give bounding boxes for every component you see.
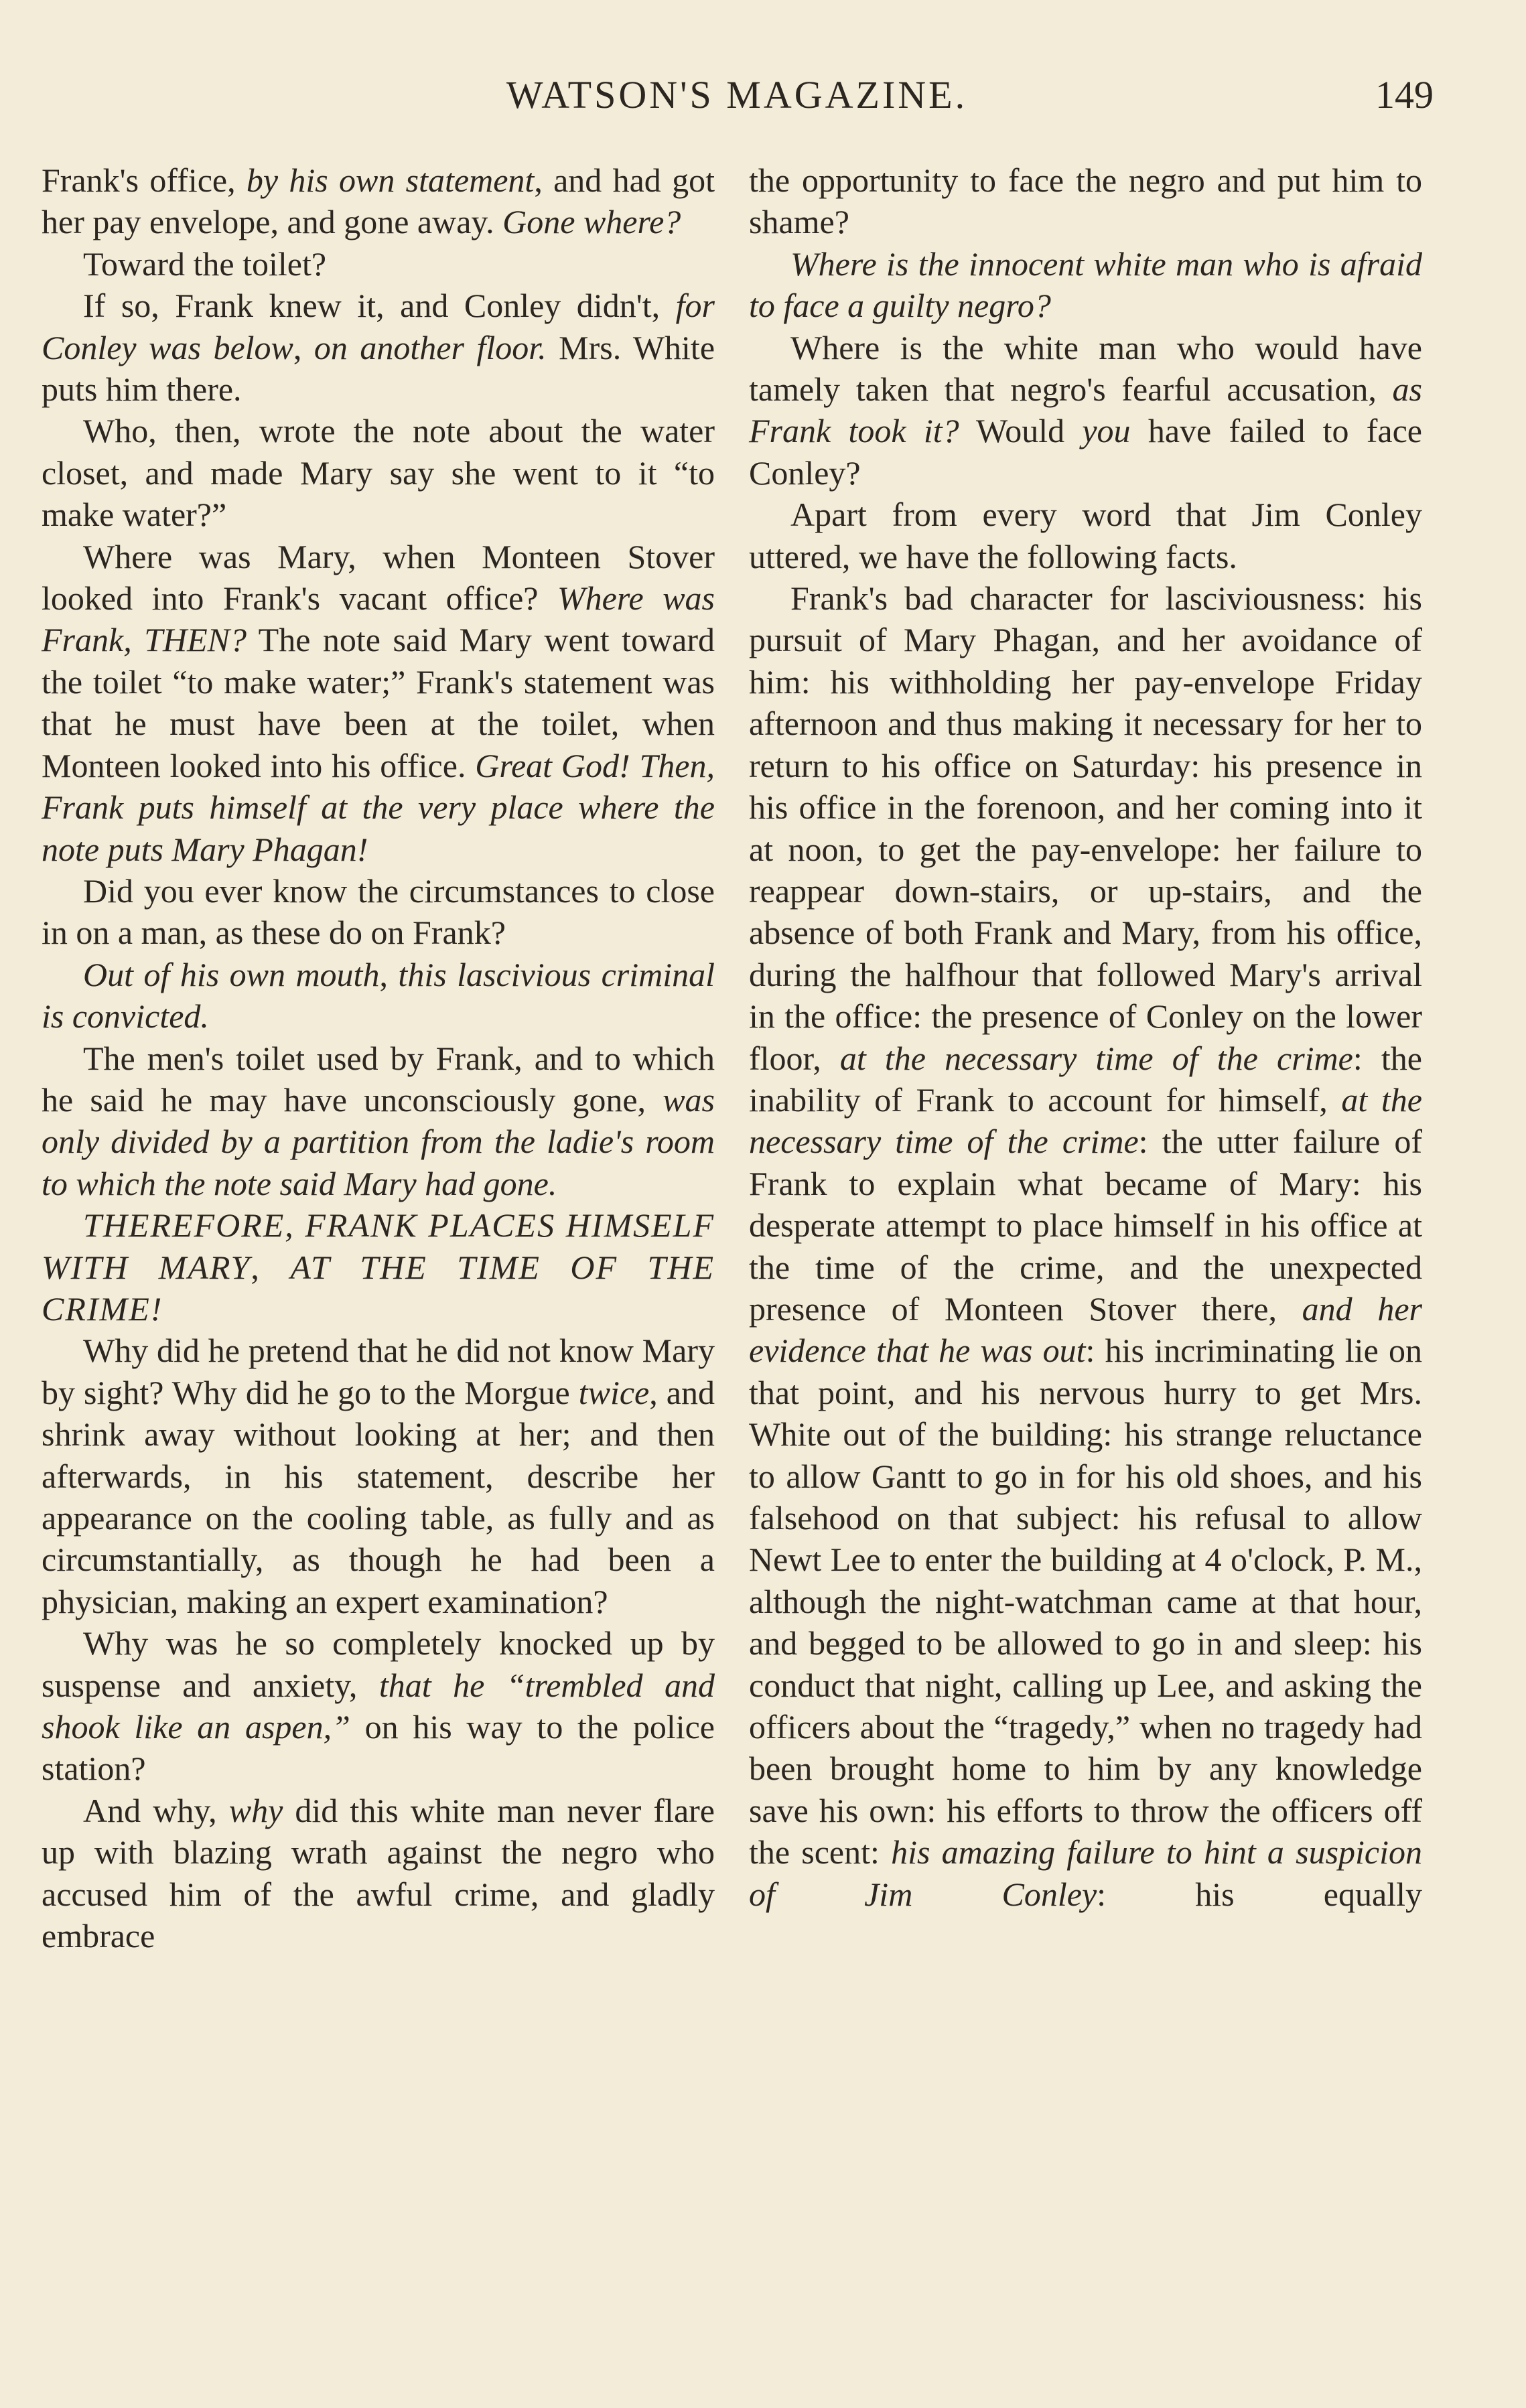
paragraph: Did you ever know the circumstances to close in on a man, as these do on Frank? bbox=[42, 871, 715, 952]
text-run: Frank's bad character for lasciviousness: his pursuit of Mary Phagan, and her avoidance of him: his withholding her pay-envelope Friday afternoon and thus making it necessary for her to return to his office on Saturday: his presence in his office in the forenoon, and her coming into it at noon, to get the pay-envelope: her failure to reappear down-stairs, or up-stairs, and the absence of both Frank and Mary, from his office, during the halfhour that followed Mary's arrival in the office: the presence of Conley on the lower floor, bbox=[749, 579, 1422, 1077]
italic-run: was only divided by a partition from the ladie's room to which the note said Mary had gone. bbox=[42, 1080, 715, 1202]
italic-run: his amazing failure to hint a suspicion of Jim Conley bbox=[749, 1833, 1422, 1913]
italic-run: twice bbox=[578, 1373, 650, 1411]
page-number: 149 bbox=[1375, 73, 1434, 117]
italic-run: for Conley was below bbox=[42, 287, 715, 366]
italic-run: Where is the innocent white man who is afraid to face a guilty negro? bbox=[749, 244, 1422, 325]
paragraph: Apart from every word that Jim Conley uttered, we have the following facts. bbox=[749, 496, 1422, 575]
italic-run: THEREFORE, FRANK PLACES HIMSELF WITH MARY bbox=[42, 1206, 715, 1286]
italic-run: why bbox=[228, 1791, 283, 1829]
text-run: The note said Mary went toward the toilet “to make water;” Frank's statement was that he must have been at the toilet, when Monteen looked into his office. bbox=[42, 621, 715, 784]
italic-run: by his own statement bbox=[246, 161, 535, 199]
italic-run: that he “trembled and shook like an aspen,” bbox=[42, 1666, 715, 1746]
italic-run: this lascivious criminal is convicted. bbox=[42, 955, 715, 1036]
italic-run: and her evidence that he was out bbox=[749, 1289, 1422, 1370]
left-column bbox=[42, 159, 715, 1957]
paragraph bbox=[42, 536, 715, 870]
text-run: , and had got her pay envelope, and gone away. bbox=[42, 161, 715, 241]
text-run: did this white man never flare up with blazing wrath against the negro who accused him of the awful crime, and gladly embrace bbox=[42, 1791, 715, 1955]
paragraph bbox=[42, 954, 715, 1038]
paragraph bbox=[749, 327, 1422, 494]
italic-run: Where was Frank, THEN? bbox=[42, 579, 715, 659]
paragraph bbox=[42, 159, 715, 243]
text-run: on his way to the police station? bbox=[42, 1708, 715, 1788]
italic-run: Great God! Then, Frank puts himself at the very place where the note puts Mary Phagan! bbox=[42, 746, 715, 868]
italic-run: Gone where? bbox=[502, 203, 681, 241]
text-run: , and shrink away without looking at her; and then afterwards, in his statement, describe her appearance on the cooling table, as fully and as circumstantially, as though he had been a physician, making an expert examination? bbox=[42, 1373, 715, 1620]
paragraph bbox=[42, 1622, 715, 1790]
text-run: , bbox=[251, 1248, 291, 1286]
italic-run: on another floor. bbox=[314, 328, 547, 366]
text-run: And why, bbox=[83, 1791, 229, 1829]
text-run: : the utter failure of Frank to explain what became of Mary: his desperate attempt to place himself in his office at the time of the crime, and the unexpected presence of Monteen Stover there, bbox=[749, 1123, 1422, 1328]
paragraph: the opportunity to face the negro and put him to shame? bbox=[749, 161, 1422, 241]
text-run: Why did he pretend that he did not know Mary by sight? Why did he go to the Morgue bbox=[42, 1332, 715, 1411]
text-run: Frank's office, bbox=[42, 161, 247, 199]
running-title: WATSON'S MAGAZINE. bbox=[506, 73, 968, 117]
paragraph bbox=[42, 1790, 715, 1957]
paragraph bbox=[749, 577, 1422, 1915]
paragraph: Toward the toilet? bbox=[83, 244, 327, 283]
right-column bbox=[749, 159, 1422, 1915]
text-run: : his incriminating lie on that point, and his nervous hurry to get Mrs. White out of the building: his strange reluctance to allow Gantt to go in for his old shoes, and his falsehood on that subject: his refusal to allow Newt Lee to enter the building at 4 o'clock, P. M., although the night-watchman came at that hour, and begged to be allowed to go in and sleep: his conduct that night, calling up Lee, and asking the officers about the “tragedy,” when no tragedy had been brought home to him by any knowledge save his own: his efforts to throw the officers off the scent: bbox=[749, 1332, 1422, 1871]
italic-run: at the necessary time of the crime bbox=[749, 1080, 1422, 1161]
paragraph bbox=[42, 1204, 715, 1330]
italic-run: you bbox=[1082, 412, 1131, 450]
text-run: The men's toilet used by Frank, and to which he said he may have unconsciously gone, bbox=[42, 1039, 715, 1119]
italic-run: at the necessary time of the crime bbox=[839, 1039, 1353, 1077]
text-run: : the inability of Frank to account for himself, bbox=[749, 1039, 1422, 1119]
text-run: Would bbox=[959, 412, 1083, 450]
text-run: , bbox=[293, 328, 314, 366]
paragraph: Who, then, wrote the note about the water closet, and made Mary say she went to it “to make water?” bbox=[42, 412, 715, 534]
text-run: have failed to face Conley? bbox=[749, 412, 1422, 492]
text-run: , bbox=[379, 955, 399, 993]
italic-run: Out of his own mouth bbox=[83, 955, 380, 993]
text-run: Where is the white man who would have tamely taken that negro's fearful accusation, bbox=[749, 328, 1422, 409]
text-run: Where was Mary, when Monteen Stover looked into Frank's vacant office? bbox=[42, 537, 715, 618]
paragraph bbox=[42, 1038, 715, 1205]
page-header bbox=[40, 72, 1434, 119]
paragraph bbox=[749, 243, 1422, 327]
italic-run: as Frank took it? bbox=[749, 370, 1422, 450]
text-run: If so, Frank knew it, and Conley didn't, bbox=[83, 287, 676, 325]
paragraph bbox=[42, 285, 715, 410]
text-run: : his equally bbox=[1097, 1875, 1422, 1913]
text-run: Mrs. White puts him there. bbox=[42, 328, 715, 409]
text-run: Why was he so completely knocked up by suspense and anxiety, bbox=[42, 1624, 715, 1704]
paragraph bbox=[42, 1330, 715, 1622]
italic-run: AT THE TIME OF THE CRIME! bbox=[42, 1248, 715, 1328]
